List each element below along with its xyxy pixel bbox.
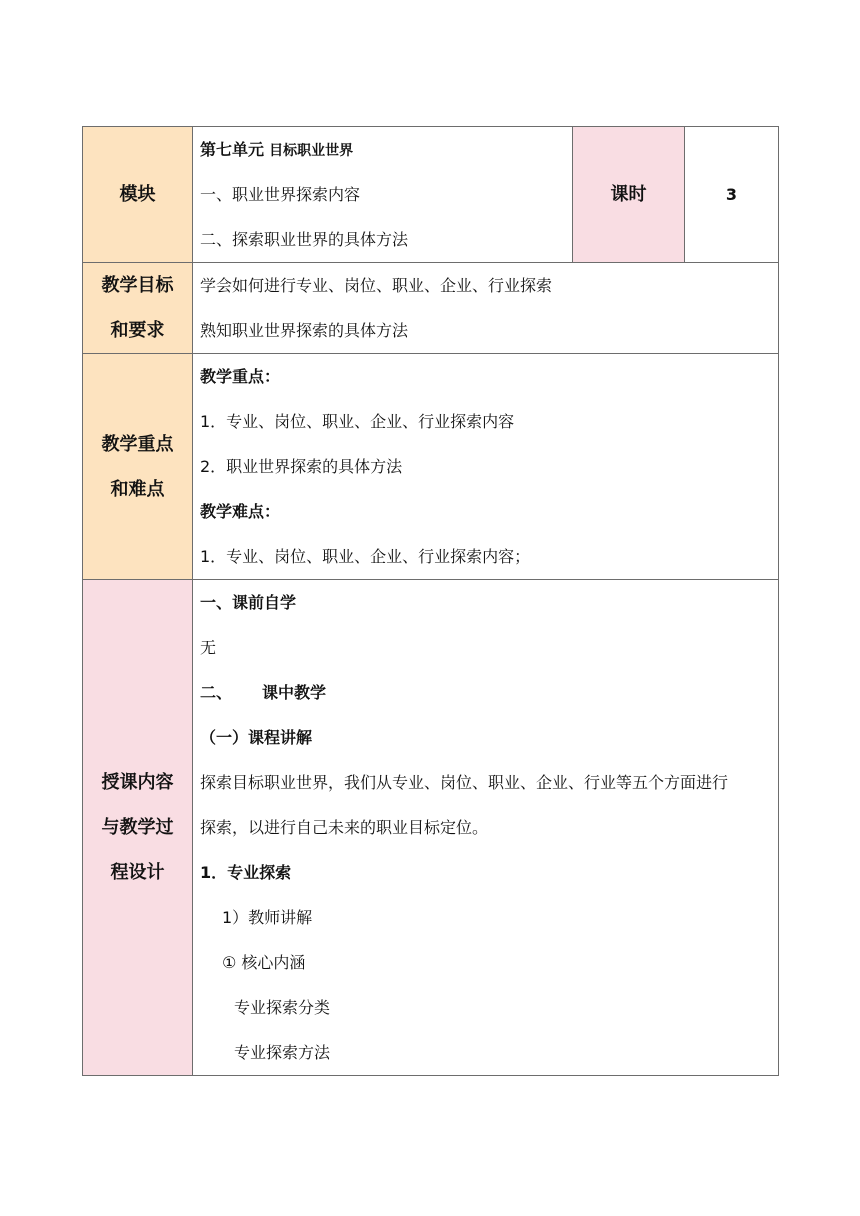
hours-label-cell bbox=[573, 127, 685, 263]
intro-paragraph-line-2: 探索，以进行自己未来的职业目标定位。 bbox=[200, 818, 489, 837]
goals-label-line2: 和要求 bbox=[110, 320, 165, 341]
hours-value-cell bbox=[685, 127, 779, 263]
lesson-plan-table bbox=[82, 126, 779, 1076]
lecture-subheading: （一）课程讲解 bbox=[200, 728, 313, 747]
major-exploration-methods: 专业探索方法 bbox=[234, 1043, 331, 1062]
process-label-line3: 程设计 bbox=[110, 862, 165, 883]
pre-class-heading: 一、课前自学 bbox=[200, 593, 297, 612]
goals-row bbox=[83, 263, 779, 354]
hours-label: 课时 bbox=[610, 184, 647, 205]
process-content-cell bbox=[193, 580, 779, 1076]
focus-label-cell bbox=[83, 354, 193, 580]
module-label: 模块 bbox=[119, 184, 156, 205]
goals-label-line1: 教学目标 bbox=[101, 275, 174, 296]
module-content-cell bbox=[193, 127, 573, 263]
intro-paragraph-line-1: 探索目标职业世界，我们从专业、岗位、职业、企业、行业等五个方面进行 bbox=[200, 773, 729, 792]
process-label-line1: 授课内容 bbox=[101, 772, 174, 793]
key-point-2: 2．职业世界探索的具体方法 bbox=[200, 457, 403, 476]
focus-row bbox=[83, 354, 779, 580]
module-label-cell bbox=[83, 127, 193, 263]
focus-label-line1: 教学重点 bbox=[101, 433, 174, 455]
unit-prefix: 第七单元 bbox=[200, 140, 265, 159]
module-item-1: 一、职业世界探索内容 bbox=[200, 185, 361, 204]
major-exploration-categories: 专业探索分类 bbox=[234, 998, 331, 1017]
difficulty-1: 1．专业、岗位、职业、企业、行业探索内容； bbox=[200, 547, 531, 566]
focus-content-cell bbox=[193, 354, 779, 580]
process-label-line2: 与教学过 bbox=[101, 817, 174, 838]
process-label-cell bbox=[83, 580, 193, 1076]
in-class-heading bbox=[200, 670, 778, 715]
process-row bbox=[83, 580, 779, 1076]
teacher-lecture-step: 1）教师讲解 bbox=[222, 908, 313, 927]
unit-title-line bbox=[200, 127, 572, 172]
key-points-heading: 教学重点： bbox=[200, 367, 281, 386]
key-point-1: 1．专业、岗位、职业、企业、行业探索内容 bbox=[200, 412, 515, 431]
difficulty-heading: 教学难点： bbox=[200, 502, 281, 521]
goals-content-cell bbox=[193, 263, 779, 354]
goals-line-1: 学会如何进行专业、岗位、职业、企业、行业探索 bbox=[200, 276, 553, 295]
hours-value: 3 bbox=[725, 185, 738, 204]
major-exploration-heading: 1．专业探索 bbox=[200, 863, 292, 882]
core-meaning-item: ① 核心内涵 bbox=[222, 953, 306, 972]
in-class-heading-text: 课中教学 bbox=[262, 683, 327, 702]
unit-title: 目标职业世界 bbox=[269, 143, 354, 159]
goals-line-2: 熟知职业世界探索的具体方法 bbox=[200, 321, 409, 340]
module-row bbox=[83, 127, 779, 263]
pre-class-none: 无 bbox=[200, 638, 217, 657]
module-item-2: 二、探索职业世界的具体方法 bbox=[200, 230, 409, 249]
in-class-heading-num: 二、 bbox=[200, 683, 233, 702]
goals-label-cell bbox=[83, 263, 193, 354]
focus-label-line2: 和难点 bbox=[110, 478, 165, 500]
